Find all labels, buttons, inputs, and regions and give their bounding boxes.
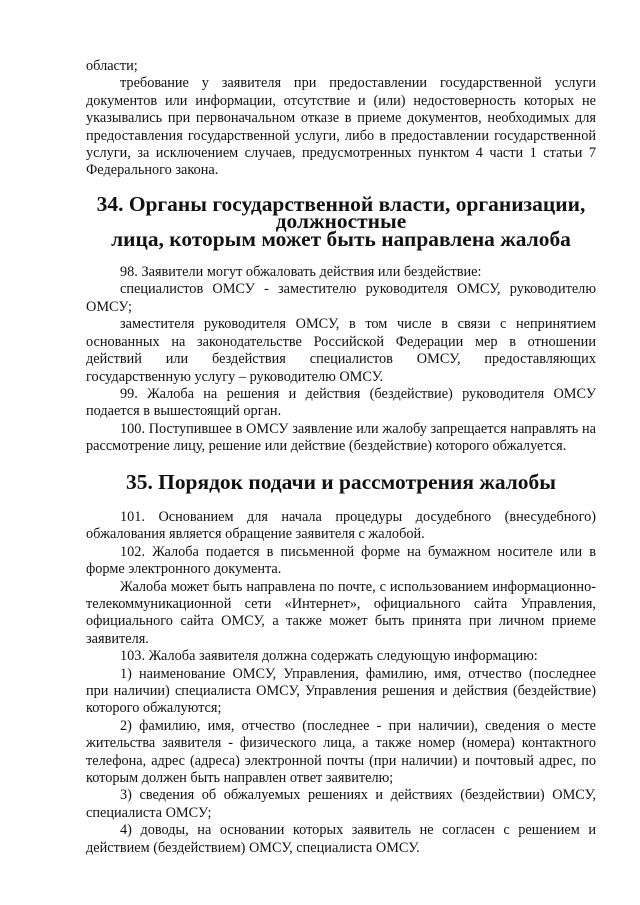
paragraph-requirement-documents: требование у заявителя при предоставлении государственной услуги документов или информации, отсутствие и (или) недостоверность которых не указывались при первоначальном отказе в приеме документов, необходимых для предоставления государственной услуги, либо в предоставлении государственной услуги, за исключением случаев, предусмотренных пунктом 4 части 1 статьи 7 Федерального закона. <box>86 75 596 179</box>
paragraph-98-deputy: заместителя руководителя ОМСУ, в том числе в связи с непринятием основанных на законодательстве Российской Федерации мер в отношении действий или бездействия специалистов ОМСУ, предоставляющих государственную услугу – руководителю ОМСУ. <box>86 316 596 385</box>
paragraph-103-item-2: 2) фамилию, имя, отчество (последнее - при наличии), сведения о месте жительства заявителя - физического лица, а также номер (номера) контактного телефона, адрес (адреса) электронной почты (при наличии) и почтовый адрес, по которым должен быть направлен ответ заявителю; <box>86 717 596 787</box>
paragraph-99: 99. Жалоба на решения и действия (бездействие) руководителя ОМСУ подается в вышестоящий орган. <box>86 385 596 420</box>
paragraph-103-item-3: 3) сведения об обжалуемых решениях и действиях (бездействии) ОМСУ, специалиста ОМСУ; <box>86 787 596 821</box>
section-34-heading-line2: лица, которым может быть направлена жалоба <box>111 226 571 251</box>
paragraph-103-item-4: 4) доводы, на основании которых заявитель не согласен с решением и действием (бездействием) ОМСУ, специалиста ОМСУ. <box>86 822 596 856</box>
section-35-heading: 35. Порядок подачи и рассмотрения жалобы <box>126 469 556 494</box>
document-page <box>86 58 596 857</box>
paragraph-103: 103. Жалоба заявителя должна содержать следующую информацию: <box>120 648 538 665</box>
spacer <box>86 491 596 509</box>
paragraph-103-item-1: 1) наименование ОМСУ, Управления, фамилию, имя, отчество (последнее при наличии) специалиста ОМСУ, Управления решения и действия (бездействие) которого обжалуются; <box>86 665 596 717</box>
paragraph-98-specialists: специалистов ОМСУ - заместителю руководителя ОМСУ, руководителю ОМСУ; <box>86 281 596 315</box>
paragraph-98: 98. Заявители могут обжаловать действия или бездействие: <box>120 264 482 281</box>
paragraph-101: 101. Основанием для начала процедуры досудебного (внесудебного) обжалования является обращение заявителя с жалобой. <box>86 508 596 543</box>
paragraph-100: 100. Поступившее в ОМСУ заявление или жалобу запрещается направлять на рассмотрение лицу, решение или действие (бездействие) которого обжалуется. <box>86 420 596 455</box>
paragraph-102-channels: Жалоба может быть направлена по почте, с использованием информационно-телекоммуникационной сети «Интернет», официального сайта Управления, официального сайта ОМСУ, а также может быть принята при личном приеме заявителя. <box>86 578 596 647</box>
paragraph-102: 102. Жалоба подается в письменной форме на бумажном носителе или в форме электронного документа. <box>86 543 596 578</box>
section-34-heading <box>86 191 596 251</box>
section-34-heading-line1: 34. Органы государственной власти, организации, должностные <box>96 191 586 234</box>
paragraph-region-end: области; <box>86 58 138 74</box>
